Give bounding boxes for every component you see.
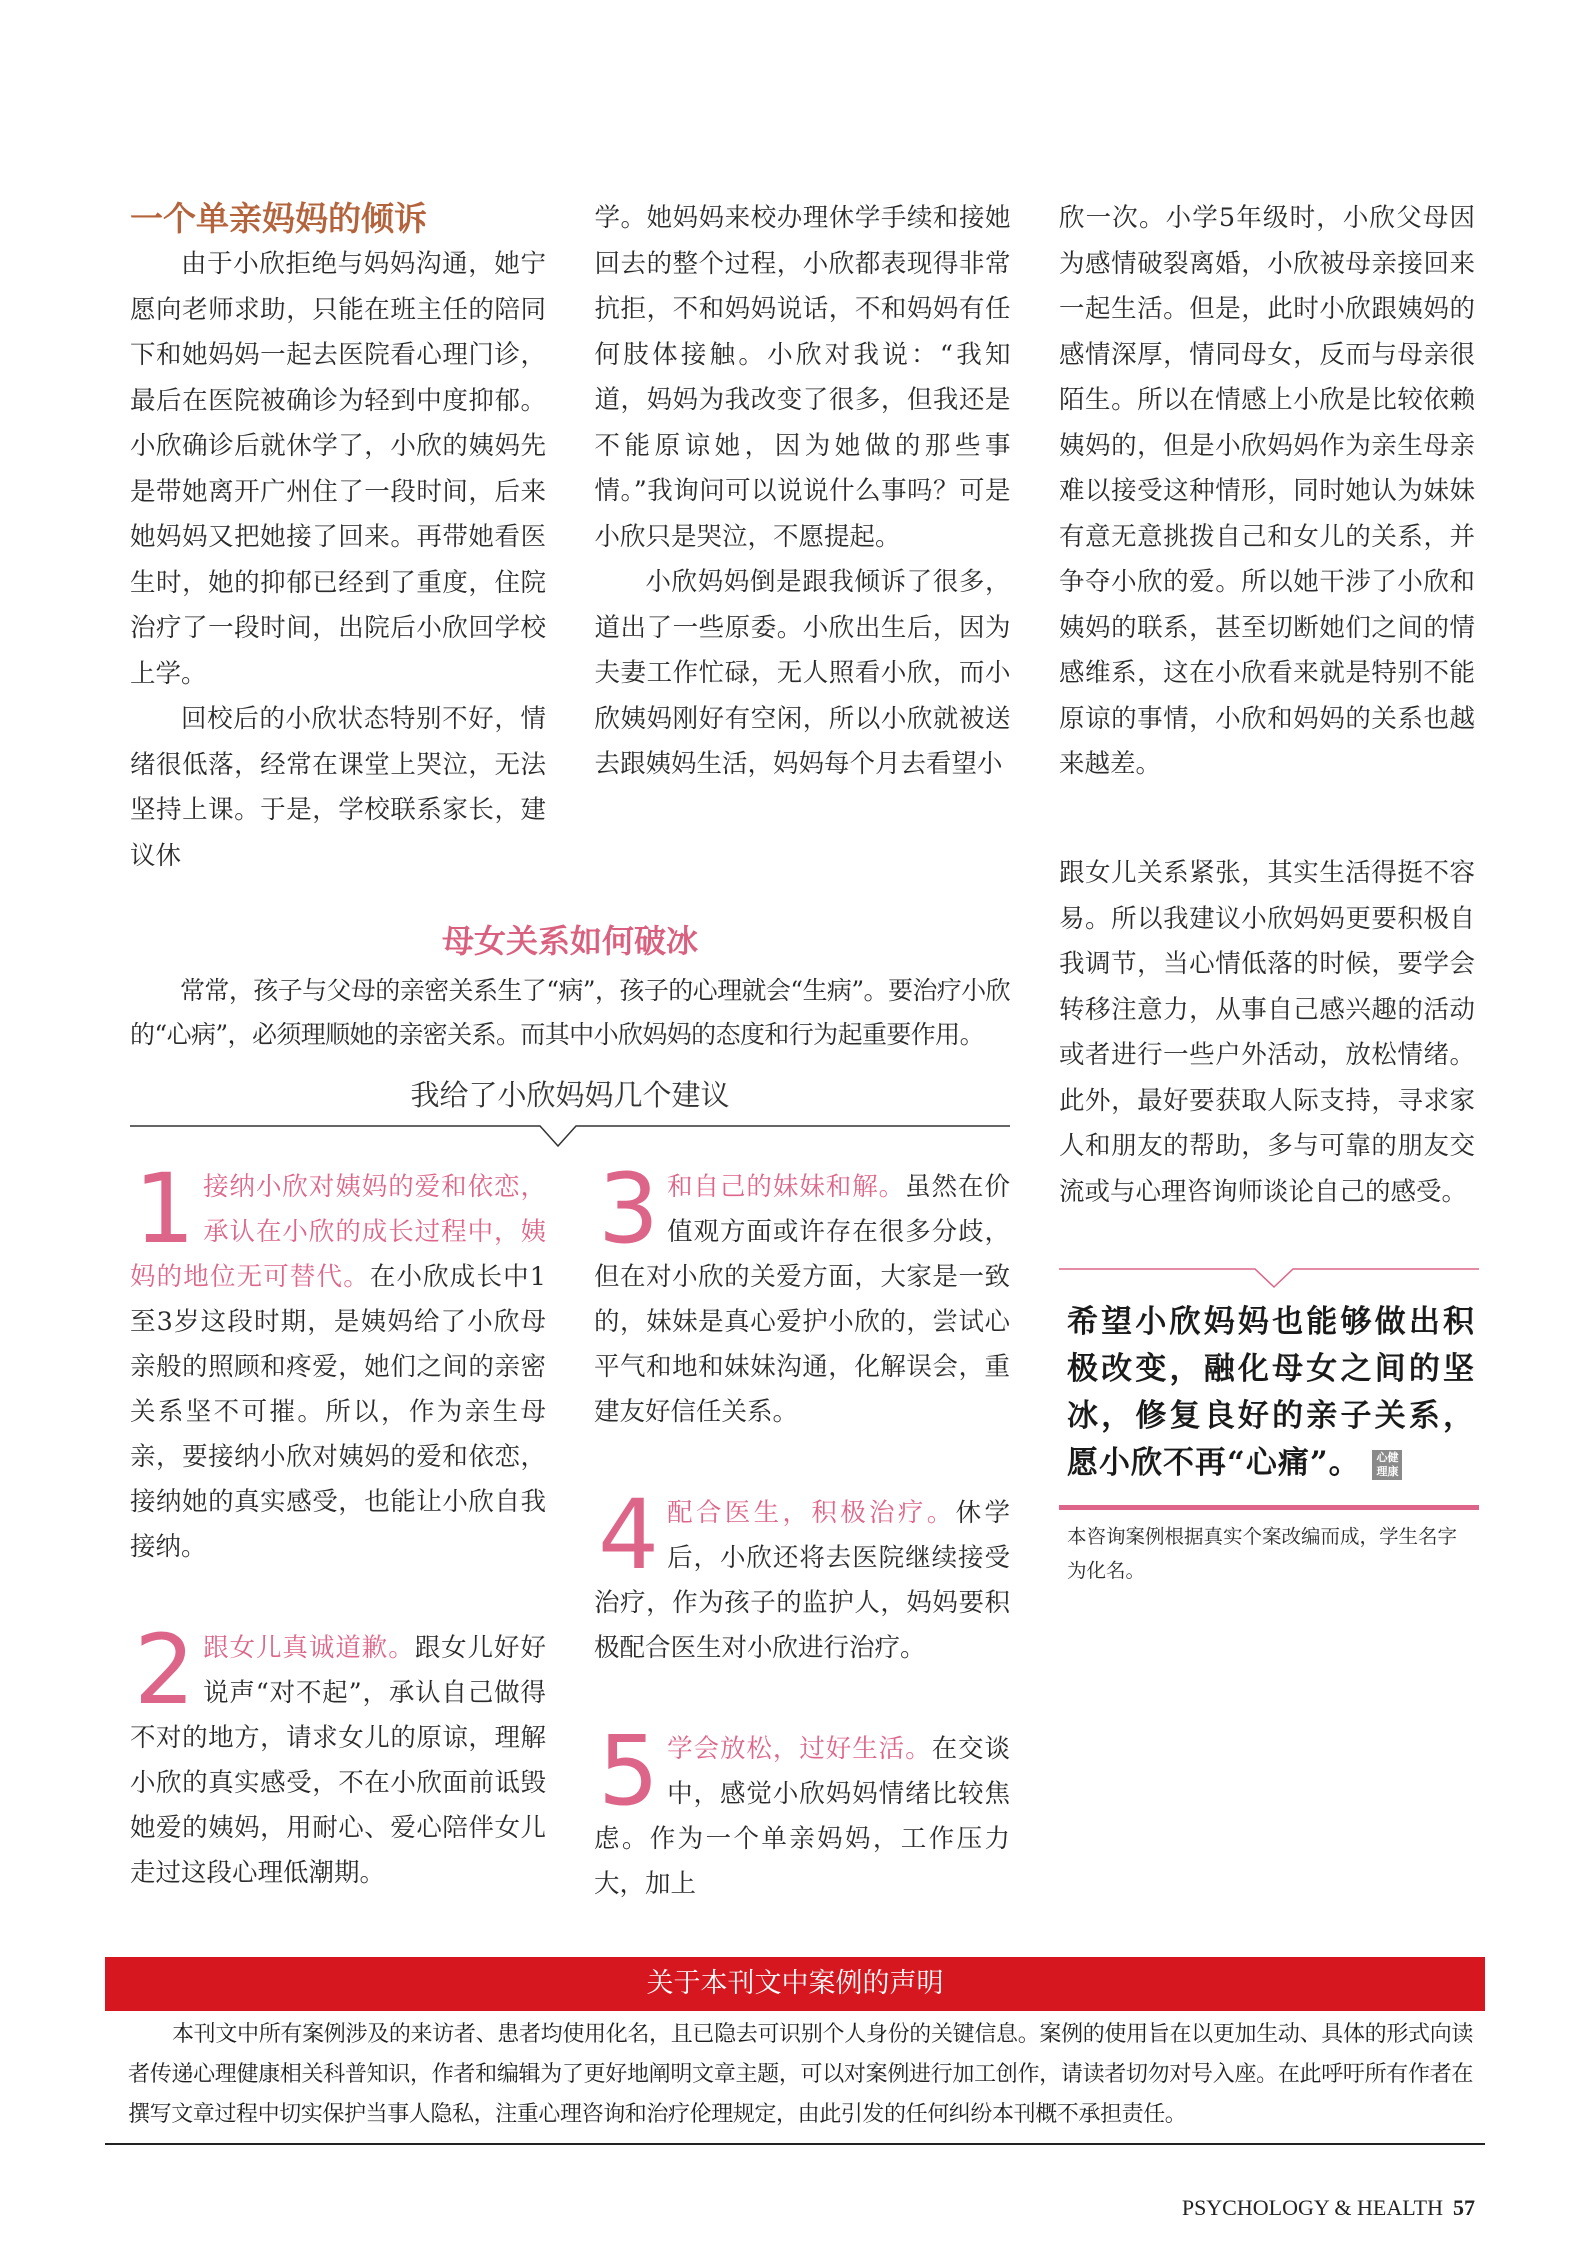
note-divider-bar [1059,1505,1479,1510]
article-column-a [130,196,546,879]
divider-line-notch [1059,1269,1479,1287]
tips-column-middle [594,1151,1010,1907]
page-number: 57 [1453,2195,1475,2220]
tip-body: 休学后，小欣还将去医院继续接受治疗，作为孩子的监护人，妈妈要积极配合医生对小欣进行治疗。 [594,1498,1010,1663]
tip-body: 跟女儿好好说声“对不起”，承认自己做得不对的地方，请求女儿的原谅，理解小欣的真实感受，不在小欣面前诋毁她爱的姨妈，用耐心、爱心陪伴女儿走过这段心理低潮期。 [130,1633,546,1888]
magazine-logo-icon: 心健理康 [1372,1450,1402,1480]
advice-heading: 我给了小欣妈妈几个建议 [410,1078,730,1112]
notice-bottom-rule [105,2143,1485,2145]
closing-quote [1059,1299,1475,1487]
tip-headline: 跟女儿真诚道歉。 [203,1633,415,1663]
paragraph: 由于小欣拒绝与妈妈沟通，她宁愿向老师求助，只能在班主任的陪同下和她妈妈一起去医院看心理门诊，最后在医院被确诊为轻到中度抑郁。小欣确诊后就休学了，小欣的姨妈先是带她离开广州住了一段时间，后来她妈妈又把她接了回来。再带她看医生时，她的抑郁已经到了重度，住院治疗了一段时间，出院后小欣回学校上学。 [130,249,546,689]
notice-text: 本刊文中所有案例涉及的来访者、患者均使用化名，且已隐去可识别个人身份的关键信息。案例的使用旨在以更加生动、具体的形式向读者传递心理健康相关科普知识，作者和编辑为了更好地阐明文章主题，可以对案例进行加工创作，请读者切勿对号入座。在此呼吁所有作者在撰写文章过程中切实保护当事人隐私，注重心理咨询和治疗伦理规定，由此引发的任何纠纷本刊概不承担责任。 [128,2022,1473,2127]
tips-columns [130,1151,1010,1907]
tip-1 [130,1153,546,1570]
tip-5 [594,1715,1010,1907]
section1-columns [130,196,1475,879]
magazine-name: PSYCHOLOGY & HEALTH [1181,2195,1443,2220]
quote-divider [1059,1265,1479,1295]
right-column [1059,851,1475,1588]
tip-3 [594,1153,1010,1435]
tip-number: 1 [134,1153,196,1265]
tip-5-continued: 跟女儿关系紧张，其实生活得挺不容易。所以我建议小欣妈妈更要积极自我调节，当心情低落的时候，要学会转移注意力，从事自己感兴趣的活动或者进行一些户外活动，放松情绪。此外，最好要获取人际支持，寻求家人和朋友的帮助，多与可靠的朋友交流或与心理咨询师谈论自己的感受。 [1059,858,1475,1207]
tip-headline: 学会放松，过好生活。 [667,1734,932,1764]
tip-number: 2 [134,1614,196,1726]
tip-number: 4 [598,1479,660,1591]
notice-title-bar: 关于本刊文中案例的声明 [105,1957,1485,2011]
tip-body: 在交谈中，感觉小欣妈妈情绪比较焦虑。作为一个单亲妈妈，工作压力大，加上 [594,1734,1010,1899]
tip-headline: 和自己的妹妹和解。 [667,1172,906,1202]
case-note: 本咨询案例根据真实个案改编而成，学生名字为化名。 [1067,1525,1458,1582]
paragraph: 小欣妈妈倒是跟我倾诉了很多，道出了一些原委。小欣出生后，因为夫妻工作忙碌，无人照看小欣，而小欣姨妈刚好有空闲，所以小欣就被送去跟姨妈生活，妈妈每个月去看望小 [594,567,1011,779]
article-column-c [1059,196,1475,788]
article-column-b [595,196,1011,788]
notice-box [105,1957,1485,2145]
tip-body: 在小欣成长中1至3岁这段时期，是姨妈给了小欣母亲般的照顾和疼爱，她们之间的亲密关系坚不可摧。所以，作为亲生母亲，要接纳小欣对姨妈的爱和依恋，接纳她的真实感受，也能让小欣自我接纳。 [130,1262,546,1562]
closing-quote-text: 希望小欣妈妈也能够做出积极改变，融化母女之间的坚冰，修复良好的亲子关系，愿小欣不再“心痛”。 [1067,1304,1475,1481]
tip-number: 5 [598,1715,660,1827]
section-title-break-ice: 母女关系如何破冰 [441,922,698,960]
tip-4 [594,1479,1010,1671]
tips-column-left [130,1151,546,1896]
paragraph: 欣一次。小学5年级时，小欣父母因为感情破裂离婚，小欣被母亲接回来一起生活。但是，此时小欣跟姨妈的感情深厚，情同母女，反而与母亲很陌生。所以在情感上小欣是比较依赖姨妈的，但是小欣妈妈作为亲生母亲难以接受这种情形，同时她认为妹妹有意无意挑拨自己和女儿的关系，并争夺小欣的爱。所以她干涉了小欣和姨妈的联系，甚至切断她们之间的情感维系，这在小欣看来就是特别不能原谅的事情，小欣和妈妈的关系也越来越差。 [1059,203,1475,779]
tip-number: 3 [598,1153,660,1265]
tip-2 [130,1614,546,1896]
tip-headline: 配合医生，积极治疗。 [667,1498,956,1528]
page-footer [0,2195,1475,2261]
paragraph: 学。她妈妈来校办理休学手续和接她回去的整个过程，小欣都表现得非常抗拒，不和妈妈说话，不和妈妈有任何肢体接触。小欣对我说：“我知道，妈妈为我改变了很多，但我还是不能原谅她，因为她做的那些事情。”我询问可以说说什么事吗？可是小欣只是哭泣，不愿提起。 [594,203,1011,552]
tip-headline: 接纳小欣对姨妈的爱和依恋，承认在小欣的成长过程中，姨妈的地位无可替代。 [130,1172,546,1292]
section-intro: 常常，孩子与父母的亲密关系生了“病”，孩子的心理就会“生病”。要治疗小欣的“心病”，必须理顺她的亲密关系。而其中小欣妈妈的态度和行为起重要作用。 [130,976,1010,1049]
tip-body: 虽然在价值观方面或许存在很多分歧，但在对小欣的关爱方面，大家是一致的，妹妹是真心爱护小欣的，尝试心平气和地和妹妹沟通，化解误会，重建友好信任关系。 [594,1172,1010,1427]
section-title-single-mother: 一个单亲妈妈的倾诉 [130,199,427,238]
paragraph: 回校后的小欣状态特别不好，情绪很低落，经常在课堂上哭泣，无法坚持上课。于是，学校联系家长，建议休 [130,704,546,871]
